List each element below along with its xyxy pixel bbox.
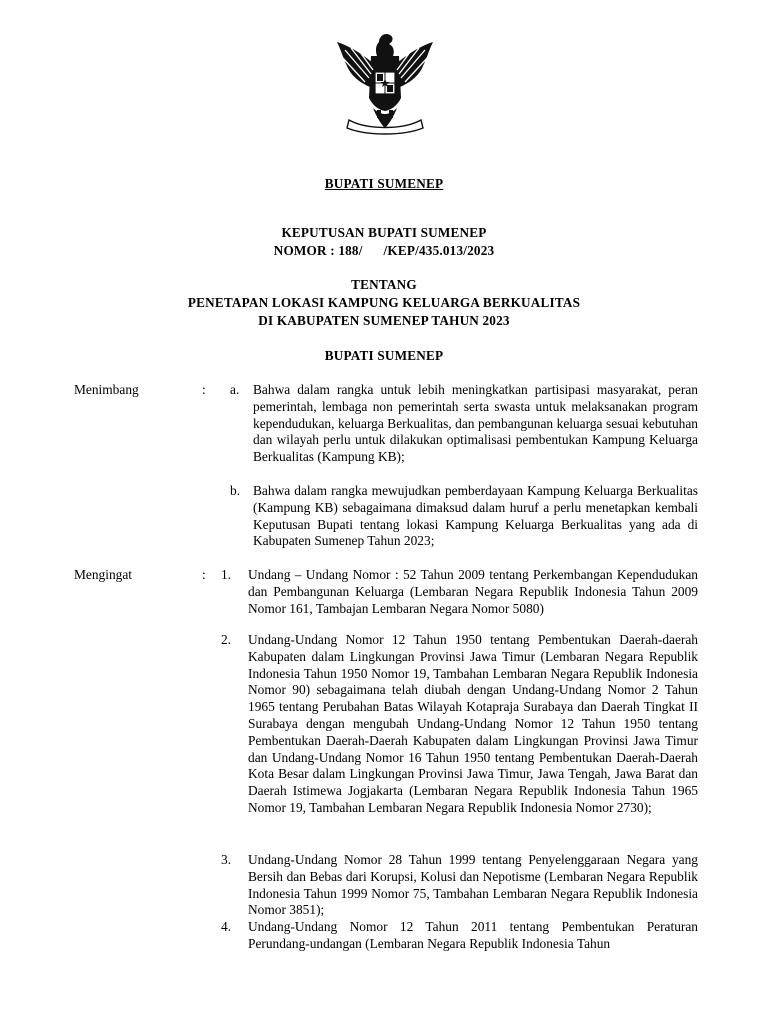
mengingat-1-marker: 1.	[221, 567, 232, 582]
decree-title: KEPUTUSAN BUPATI SUMENEP	[281, 225, 487, 240]
mengingat-4-marker: 4.	[221, 919, 232, 934]
subject-line-1: PENETAPAN LOKASI KAMPUNG KELUARGA BERKUALITAS	[187, 295, 581, 310]
menimbang-a-text: Bahwa dalam rangka untuk lebih meningkatkan partisipasi masyarakat, peran pemerintah, lembaga non pemerintah serta swasta untuk melaksanakan program kependudukan, keluarga Berkualitas, dan pembangunan keluarga sesuai kebutuhan dan wilayah perlu untuk dilakukan optimalisasi pembentukan Kampung Keluarga Berkualitas (Kampung KB);	[253, 382, 698, 465]
menimbang-b-text: Bahwa dalam rangka mewujudkan pemberdayaan Kampung Keluarga Berkualitas (Kampung KB) sebagaimana dimaksud dalam huruf a perlu menetapkan kembali Keputusan Bupati tentang lokasi Kampung Keluarga Berkualitas yang ada di Kabupaten Sumenep Tahun 2023;	[253, 483, 698, 549]
mengingat-2-marker: 2.	[221, 632, 232, 647]
subject-line-2: DI KABUPATEN SUMENEP TAHUN 2023	[258, 313, 510, 328]
mengingat-1-text: Undang – Undang Nomor : 52 Tahun 2009 tentang Perkembangan Kependudukan dan Pembangunan Keluarga (Lembaran Negara Republik Indonesia Tahun 2009 Nomor 161, Tambajan Lembaran Negara Nomor 5080)	[248, 567, 698, 616]
mengingat-3-marker: 3.	[221, 852, 232, 867]
mengingat-4-text: Undang-Undang Nomor 12 Tahun 2011 tentang Pembentukan Peraturan Perundang-undangan (Lembaran Negara Republik Indonesia Tahun	[248, 919, 698, 951]
mengingat-3-text: Undang-Undang Nomor 28 Tahun 1999 tentang Penyelenggaraan Negara yang Bersih dan Bebas dari Korupsi, Kolusi dan Nepotisme (Lembaran Negara Republik Indonesia Tahun 1999 Nomor 75, Tambahan Lembaran Negara Republik Indonesia Nomor 3851);	[248, 852, 698, 918]
official-title-2: BUPATI SUMENEP	[324, 348, 444, 363]
menimbang-label: Menimbang	[74, 382, 139, 397]
about-heading: TENTANG	[351, 277, 417, 292]
menimbang-b-marker: b.	[230, 483, 241, 498]
garuda-emblem-icon	[327, 28, 443, 138]
mengingat-label: Mengingat	[74, 567, 133, 582]
menimbang-a-marker: a.	[230, 382, 240, 397]
mengingat-colon: :	[202, 567, 206, 582]
mengingat-2-text: Undang-Undang Nomor 12 Tahun 1950 tentang Pembentukan Daerah-daerah Kabupaten dalam Lingkungan Provinsi Jawa Timur (Lembaran Negara Republik Indonesia Tahun 1950 Nomor 19, Tambahan Lembaran Negara Republik Indonesia Nomor 90) sebagaimana telah diubah dengan Undang-Undang Nomor 2 Tahun 1965 tentang Perubahan Batas Wilayah Kotapraja Surabaya dan Daerah Tingkat II Surabaya dengan mengubah Undang-Undang Nomor 12 Tahun 1950 tentang Pembentukan Daerah-Daerah Kabupaten dalam Lingkungan Provinsi Jawa Timur dan Undang-Undang Nomor 16 Tahun 1950 tentang Pembentukan Daerah-Daerah Kota Besar dalam Lingkungan Provinsi Jawa Timur, Jawa Tengah, Jawa Barat dan Daerah Istimewa Jogjakarta (Lembaran Negara Republik Indonesia Tahun 1965 Nomor 19, Tambahan Lembaran Negara Republik Indonesia Nomor 2730);	[248, 632, 698, 815]
menimbang-colon: :	[202, 382, 206, 397]
official-title: BUPATI SUMENEP	[324, 176, 444, 191]
decree-number: NOMOR : 188/ /KEP/435.013/2023	[273, 243, 495, 258]
